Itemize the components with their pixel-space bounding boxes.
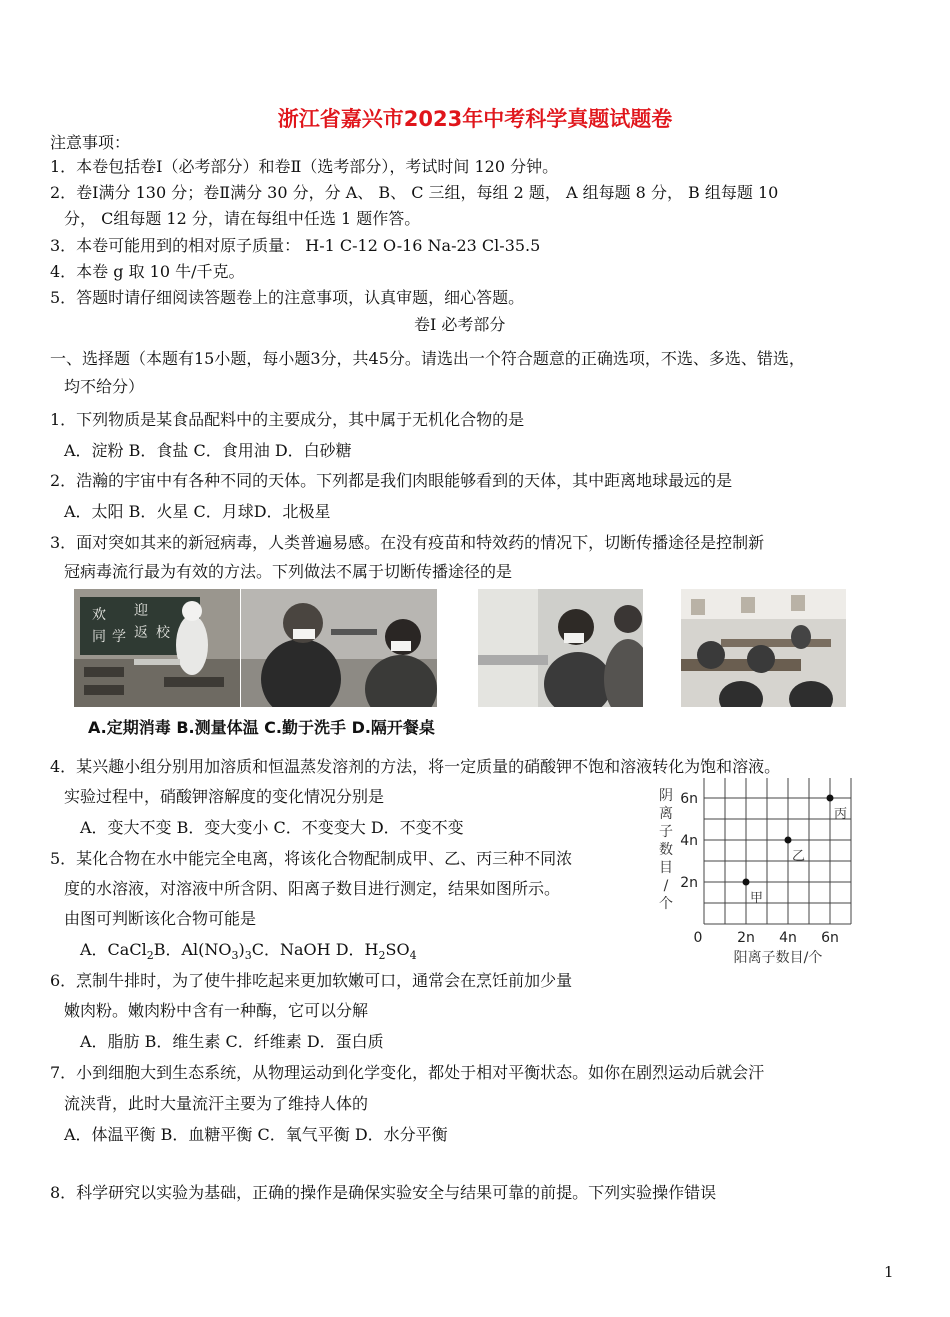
board-char-2: 迎: [134, 603, 148, 619]
q7-stem: 7．小到细胞大到生态系统，从物理运动到化学变化，都处于相对平衡状态。如你在剧烈运动后就会汗: [50, 1063, 765, 1082]
q2-options: A．太阳 B．火星 C．月球D．北极星: [64, 502, 331, 521]
q7-options: A．体温平衡 B．血糖平衡 C．氧气平衡 D．水分平衡: [64, 1125, 448, 1144]
y-tick-label: 4n: [680, 833, 698, 849]
q7-stem-cont: 流浃背，此时大量流汗主要为了维持人体的: [64, 1094, 369, 1113]
q1-options: A．淀粉 B．食盐 C．食用油 D．白砂糖: [64, 441, 352, 460]
board-char-5: 返: [134, 625, 148, 641]
notice-item-3: 3．本卷可能用到的相对原子质量： H-1 C-12 O-16 Na-23 Cl-35.5: [50, 236, 541, 255]
data-point: [743, 879, 750, 886]
x-tick-label: 4n: [779, 930, 797, 946]
y-tick-label: 6n: [680, 791, 698, 807]
x-axis-label: 阳离子数目/个: [733, 950, 823, 966]
board-char-6: 校: [156, 625, 170, 641]
x-tick-label: 2n: [737, 930, 755, 946]
y-axis-label-char: 数: [659, 842, 673, 858]
q3-stem: 3．面对突如其来的新冠病毒，人类普遍易感。在没有疫苗和特效药的情况下，切断传播途径是控制新: [50, 533, 765, 552]
q6-stem: 6．烹制牛排时，为了使牛排吃起来更加软嫩可口，通常会在烹饪前加少量: [50, 971, 573, 990]
q3-stem-cont: 冠病毒流行最为有效的方法。下列做法不属于切断传播途径的是: [64, 562, 513, 581]
q4-stem-cont: 实验过程中，硝酸钾溶解度的变化情况分别是: [64, 787, 385, 806]
q3-options-caption: A.定期消毒 B.测量体温 C.勤于洗手 D.隔开餐桌: [88, 718, 435, 737]
q8-stem: 8．科学研究以实验为基础，正确的操作是确保实验安全与结果可靠的前提。下列实验操作错误: [50, 1183, 717, 1202]
y-axis-ticks: [680, 791, 698, 891]
q5-options: A．CaCl$_2$B．$Al(NO_3)_3C$．NaOH D．$H_2SO_4$: [80, 940, 417, 963]
q1-stem: 1．下列物质是某食品配料中的主要成分，其中属于无机化合物的是: [50, 410, 525, 429]
y-axis-label-char: 目: [659, 860, 673, 876]
q5-stem-cont: 度的水溶液，对溶液中所含阴、阳离子数目进行测定，结果如图所示。: [64, 879, 561, 898]
photo-disinfection: [74, 589, 240, 707]
chart-points: [743, 795, 848, 907]
board-char-3: 同: [92, 629, 106, 645]
photo-hand-washing: [478, 589, 643, 707]
q5-stem-cont2: 由图可判断该化合物可能是: [64, 909, 257, 928]
y-tick-label: 2n: [680, 875, 698, 891]
notice-item-5: 5．答题时请仔细阅读答题卷上的注意事项，认真审题，细心答题。: [50, 288, 525, 307]
notice-item-1: 1．本卷包括卷Ⅰ（必考部分）和卷Ⅱ（选考部分），考试时间 120 分钟。: [50, 157, 559, 176]
q5-stem: 5．某化合物在水中能完全电离，将该化合物配制成甲、乙、丙三种不同浓: [50, 849, 573, 868]
data-point-label: 丙: [834, 807, 848, 822]
data-point-label: 乙: [792, 849, 806, 864]
photo-temperature-check: [241, 589, 437, 707]
photo-dining-tables: [681, 589, 846, 707]
page-number: 1: [884, 1263, 894, 1281]
page-title: 浙江省嘉兴市2023年中考科学真题试题卷: [277, 107, 673, 131]
q6-options: A．脂肪 B．维生素 C．纤维素 D．蛋白质: [80, 1032, 384, 1051]
section-title: 卷Ⅰ 必考部分: [414, 315, 506, 334]
notice-item-2-cont: 分， C组每题 12 分，请在每组中任选 1 题作答。: [64, 209, 421, 228]
q4-options: A．变大不变 B．变大变小 C．不变变大 D．不变不变: [80, 818, 464, 837]
x-axis-ticks: [694, 930, 839, 946]
y-axis-label: [659, 788, 673, 912]
q4-stem: 4．某兴趣小组分别用加溶质和恒温蒸发溶剂的方法，将一定质量的硝酸钾不饱和溶液转化为饱和溶液。: [50, 757, 781, 776]
part-one-heading-cont: 均不给分）: [64, 377, 145, 396]
x-tick-label: 6n: [821, 930, 839, 946]
q6-stem-cont: 嫩肉粉。嫩肉粉中含有一种酶，它可以分解: [64, 1001, 369, 1020]
board-char-1: 欢: [92, 607, 106, 623]
board-char-4: 学: [112, 629, 126, 645]
data-point-label: 甲: [750, 891, 764, 906]
notice-item-2: 2．卷Ⅰ满分 130 分；卷Ⅱ满分 30 分，分 A、 B、 C 三组，每组 2 题， A 组每题 8 分， B 组每题 10: [50, 183, 779, 202]
y-axis-label-char: 阴: [659, 788, 673, 804]
ion-count-chart: [650, 778, 860, 970]
part-one-heading: 一、选择题（本题有15小题，每小题3分，共45分。请选出一个符合题意的正确选项，不选、多选、错选，: [50, 349, 805, 368]
y-axis-label-char: 子: [659, 824, 673, 840]
y-axis-label-char: 离: [659, 806, 673, 822]
q2-stem: 2．浩瀚的宇宙中有各种不同的天体。下列都是我们肉眼能够看到的天体，其中距离地球最远的是: [50, 471, 733, 490]
data-point: [785, 837, 792, 844]
notice-item-4: 4．本卷 g 取 10 牛/千克。: [50, 262, 245, 281]
x-tick-label: 0: [693, 930, 703, 946]
data-point: [827, 795, 834, 802]
y-axis-label-char: 个: [659, 896, 673, 912]
notice-heading: 注意事项：: [50, 133, 131, 152]
y-axis-label-char: /: [663, 878, 669, 894]
